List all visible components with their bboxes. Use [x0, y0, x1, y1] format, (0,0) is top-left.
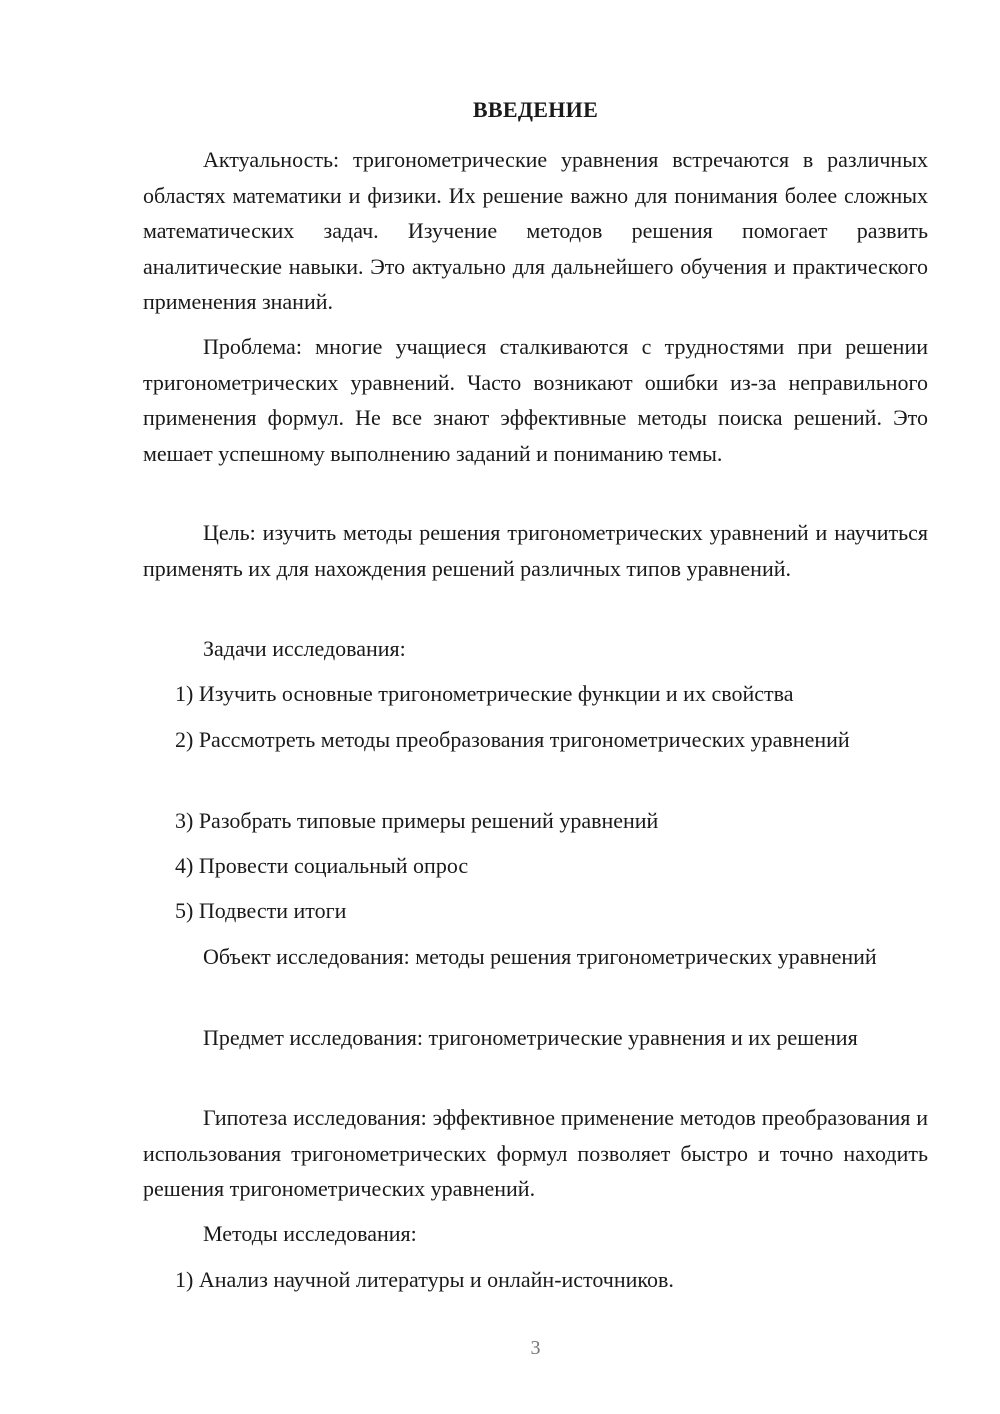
section-heading: ВВЕДЕНИЕ	[472, 97, 599, 122]
document-page	[143, 0, 928, 1414]
task-item-3: 3) Разобрать типовые примеры решений уравнений	[175, 808, 659, 833]
relevance-paragraph: Актуальность: тригонометрические уравнения встречаются в различных областях математики и физики. Их решение важно для понимания более сложных математических задач. Изучение методов решения помогает развить аналитические навыки. Это актуально для дальнейшего обучения и практического применения знаний.	[143, 147, 928, 314]
methods-title: Методы исследования:	[203, 1221, 417, 1246]
object-paragraph: Объект исследования: методы решения тригонометрических уравнений	[203, 944, 877, 969]
tasks-title: Задачи исследования:	[203, 636, 406, 661]
page-number: 3	[530, 1337, 541, 1359]
subject-paragraph: Предмет исследования: тригонометрические уравнения и их решения	[203, 1025, 858, 1050]
method-item-1: 1) Анализ научной литературы и онлайн-источников.	[175, 1267, 674, 1292]
task-item-5: 5) Подвести итоги	[175, 898, 347, 923]
problem-paragraph: Проблема: многие учащиеся сталкиваются с трудностями при решении тригонометрических уравнений. Часто возникают ошибки из-за неправильного применения формул. Не все знают эффективные методы поиска решений. Это мешает успешному выполнению заданий и пониманию темы.	[143, 334, 928, 466]
goal-paragraph: Цель: изучить методы решения тригонометрических уравнений и научиться применять их для нахождения решений различных типов уравнений.	[143, 520, 928, 581]
task-item-4: 4) Провести социальный опрос	[175, 853, 469, 878]
task-item-2: 2) Рассмотреть методы преобразования тригонометрических уравнений	[175, 727, 850, 752]
task-item-1: 1) Изучить основные тригонометрические функции и их свойства	[175, 681, 794, 706]
hypothesis-paragraph: Гипотеза исследования: эффективное применение методов преобразования и использования тригонометрических формул позволяет быстро и точно находить решения тригонометрических уравнений.	[143, 1105, 928, 1201]
